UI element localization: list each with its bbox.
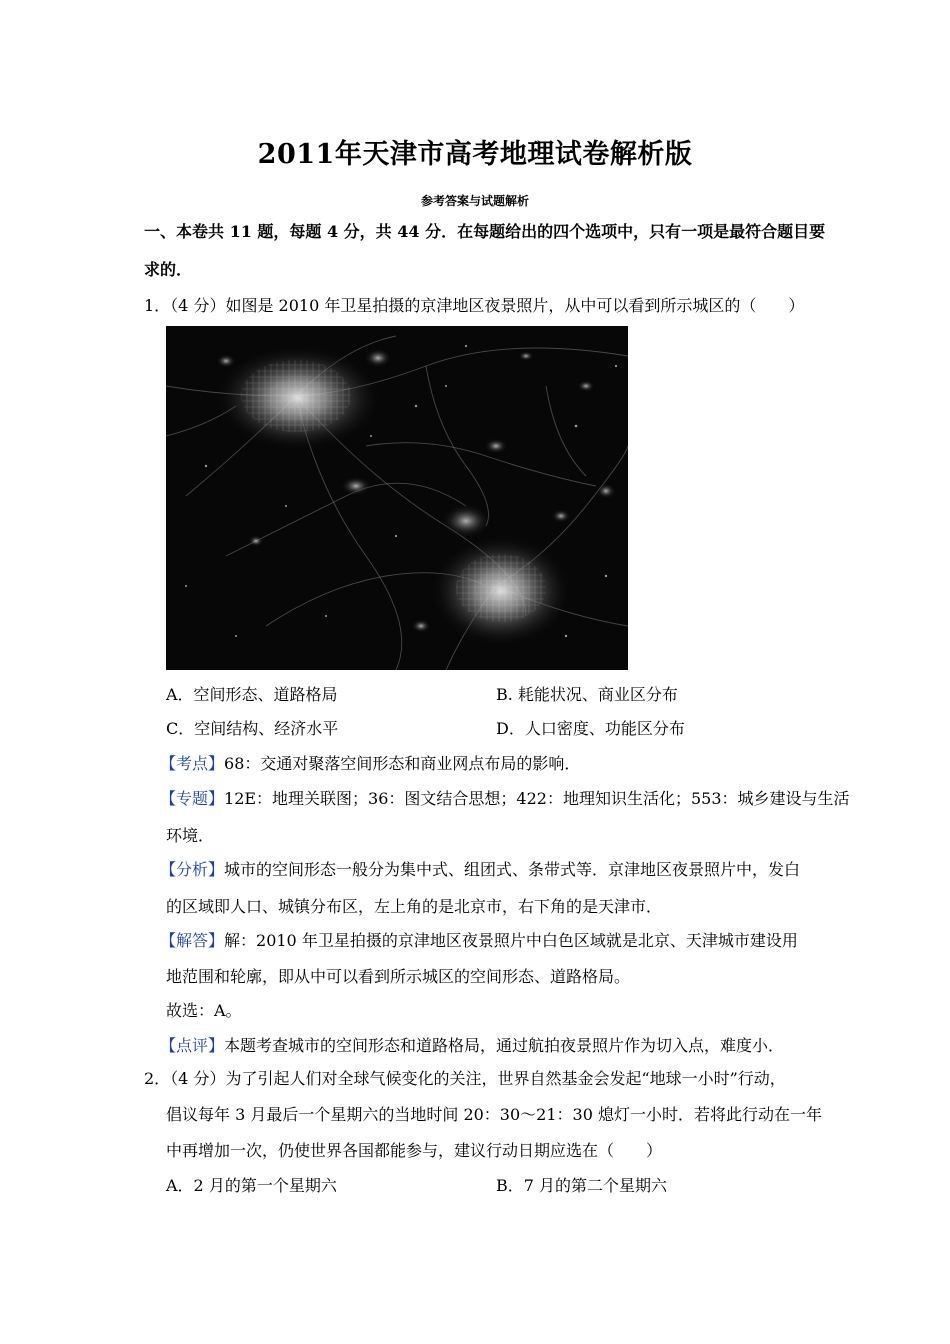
dianping-tag: 【点评】 <box>160 1036 225 1055</box>
section-heading: 一、本卷共 11 题，每题 4 分，共 44 分．在每题给出的四个选项中，只有一项是最符合题目要 <box>144 222 826 241</box>
option-a: A．空间形态、道路格局 <box>166 685 338 704</box>
jieda-section <box>160 931 798 951</box>
page-subtitle: 参考答案与试题解析 <box>420 194 529 208</box>
question-2-stem: 2．（4 分）为了引起人们对全球气候变化的关注，世界自然基金会发起“地球一小时”行动， <box>144 1069 786 1088</box>
question-1-stem: 1．（4 分）如图是 2010 年卫星拍摄的京津地区夜景照片，从中可以看到所示城区的（ ） <box>144 296 805 315</box>
zhuanti-section <box>160 789 850 809</box>
jieda-tag: 【解答】 <box>160 931 225 950</box>
dianping-section <box>160 1036 784 1056</box>
fenxi-section <box>160 860 800 880</box>
fenxi-tag: 【分析】 <box>160 860 225 879</box>
question-2-stem-cont-2: 中再增加一次，仍使世界各国都能参与，建议行动日期应选在（ ） <box>166 1141 663 1160</box>
jieda-text-cont: 地范围和轮廓，即从中可以看到所示城区的空间形态、道路格局。 <box>166 967 631 986</box>
q2-option-b: B．7 月的第二个星期六 <box>496 1176 668 1195</box>
option-c: C．空间结构、经济水平 <box>166 719 339 738</box>
dianping-text: 本题考查城市的空间形态和道路格局，通过航拍夜景照片作为切入点，难度小． <box>224 1036 785 1055</box>
fenxi-text: 城市的空间形态一般分为集中式、组团式、条带式等．京津地区夜景照片中，发白 <box>224 860 801 879</box>
page-title: 2011年天津市高考地理试卷解析版 <box>257 139 693 170</box>
satellite-night-image <box>166 326 628 670</box>
zhuanti-text: 12E：地理关联图；36：图文结合思想；422：地理知识生活化；553：城乡建设与生活 <box>224 789 850 808</box>
question-2-stem-cont: 倡议每年 3 月最后一个星期六的当地时间 20：30～21：30 熄灯一小时．若将此行动在一年 <box>166 1105 822 1124</box>
zhuanti-tag: 【专题】 <box>160 789 225 808</box>
kaodian-tag: 【考点】 <box>160 754 225 773</box>
fenxi-text-cont: 的区域即人口、城镇分布区，左上角的是北京市，右下角的是天津市． <box>166 897 663 916</box>
section-heading-cont: 求的． <box>144 260 193 279</box>
jieda-text: 解：2010 年卫星拍摄的京津地区夜景照片中白色区域就是北京、天津城市建设用 <box>224 931 798 950</box>
option-d: D．人口密度、功能区分布 <box>496 719 685 738</box>
option-b: B. 耗能状况、商业区分布 <box>496 685 678 704</box>
zhuanti-text-cont: 环境． <box>166 826 215 845</box>
kaodian-section <box>160 754 580 774</box>
q2-option-a: A．2 月的第一个星期六 <box>166 1176 337 1195</box>
kaodian-text: 68：交通对聚落空间形态和商业网点布局的影响． <box>224 754 581 773</box>
answer-line: 故选：A。 <box>166 1001 242 1020</box>
satellite-night-photo <box>166 326 628 670</box>
